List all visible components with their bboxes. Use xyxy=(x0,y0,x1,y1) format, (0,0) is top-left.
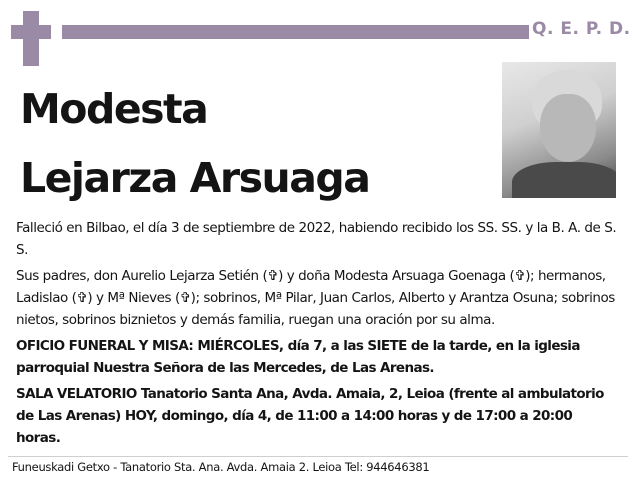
wake-paragraph: SALA VELATORIO Tanatorio Santa Ana, Avda. Amaia, 2, Leioa (frente al ambulatorio de Las Arenas) HOY, domingo, día 4, de 11:00 a 14:00 horas y de 17:00 a 20:00 horas. xyxy=(16,386,604,446)
deceased-surnames: Lejarza Arsuaga xyxy=(20,154,370,202)
funeral-home-footer: Funeuskadi Getxo - Tanatorio Sta. Ana. Avda. Amaia 2. Leioa Tel: 944646381 xyxy=(12,460,430,474)
death-notice-paragraph: Falleció en Bilbao, el día 3 de septiembre de 2022, habiendo recibido los SS. SS. y la B. A. de S. S. xyxy=(16,220,617,258)
header-rule xyxy=(62,25,529,39)
deceased-first-name: Modesta xyxy=(20,85,208,133)
cross-horizontal-bar xyxy=(11,25,51,39)
footer-divider xyxy=(8,456,628,457)
funeral-paragraph: OFICIO FUNERAL Y MISA: MIÉRCOLES, día 7, a las SIETE de la tarde, en la iglesia parroquial Nuestra Señora de las Mercedes, de Las Arenas. xyxy=(16,338,580,376)
family-paragraph: Sus padres, don Aurelio Lejarza Setién (✞) y doña Modesta Arsuaga Goenaga (✞); hermanos, Ladislao (✞) y Mª Nieves (✞); sobrinos, Mª Pilar, Juan Carlos, Alberto y Arantza Osuna; sobrinos nietos, sobrinos biznietos y demás familia, ruegan una oración por su alma. xyxy=(16,268,615,328)
qepd-label: Q. E. P. D. xyxy=(532,19,631,39)
portrait-photo xyxy=(502,62,616,198)
